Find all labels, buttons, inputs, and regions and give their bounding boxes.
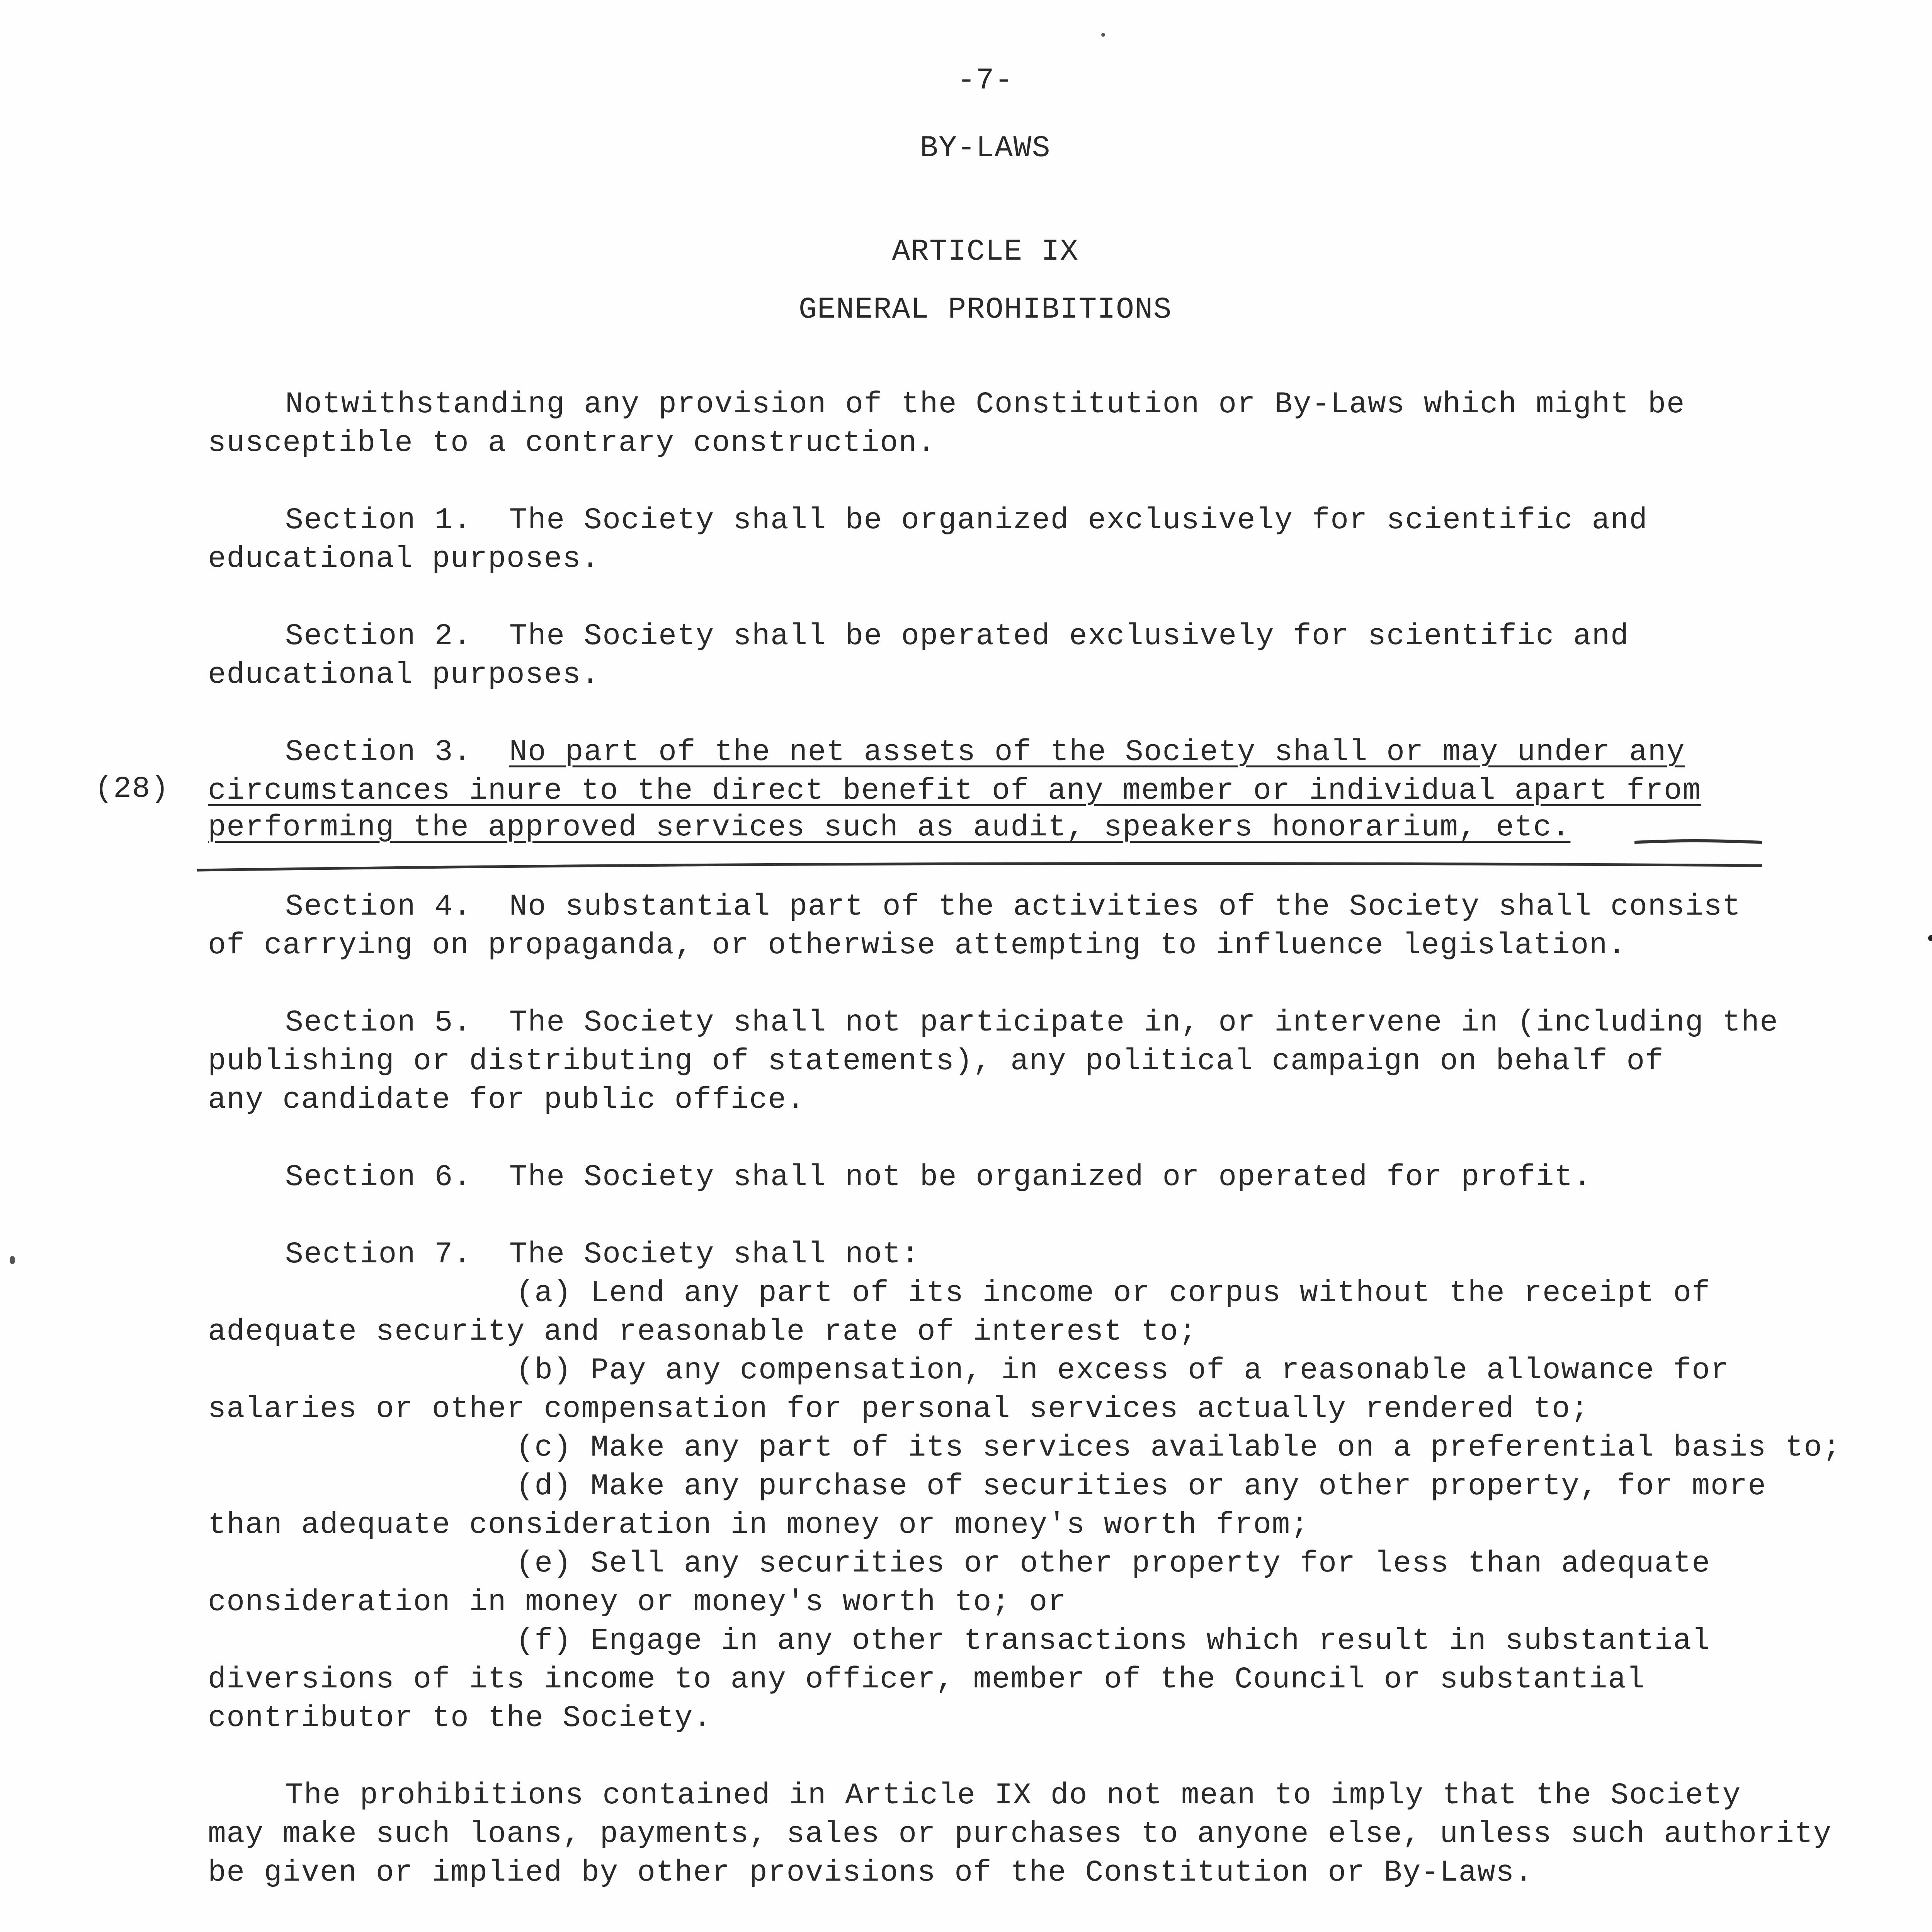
intro-line: Notwithstanding any provision of the Constitution or By-Laws which might be xyxy=(285,388,1685,422)
section-1-line: Section 1. The Society shall be organized exclusively for scientific and xyxy=(285,503,1648,537)
margin-note: (28) xyxy=(95,772,170,806)
scan-speck xyxy=(10,1256,15,1264)
section-7-item: (d) Make any purchase of securities or any other property, for more xyxy=(516,1469,1767,1503)
section-7-item: (b) Pay any compensation, in excess of a reasonable allowance for xyxy=(516,1354,1729,1388)
section-7-item: diversions of its income to any officer, member of the Council or substantial xyxy=(208,1663,1645,1697)
section-7-lead: Section 7. The Society shall not: xyxy=(285,1238,920,1272)
section-2-line: educational purposes. xyxy=(208,658,600,692)
section-7-item: (f) Engage in any other transactions which result in substantial xyxy=(516,1624,1711,1658)
section-4-line: Section 4. No substantial part of the activities of the Society shall consist xyxy=(285,890,1741,924)
section-2-line: Section 2. The Society shall be operated exclusively for scientific and xyxy=(285,619,1629,653)
section-5-line: any candidate for public office. xyxy=(208,1083,805,1117)
section-5-line: publishing or distributing of statements), any political campaign on behalf of xyxy=(208,1044,1664,1078)
section-3-label: Section 3. xyxy=(285,735,509,769)
section-7-item: (e) Sell any securities or other property for less than adequate xyxy=(516,1547,1711,1581)
handwritten-underline-strokes xyxy=(0,0,1932,927)
section-3-underlined-text: No part of the net assets of the Society shall or may under any xyxy=(509,735,1685,769)
closing-line: may make such loans, payments, sales or purchases to anyone else, unless such authority xyxy=(208,1817,1832,1851)
scan-speck xyxy=(1928,935,1932,941)
intro-line: susceptible to a contrary construction. xyxy=(208,426,936,460)
section-5-line: Section 5. The Society shall not participate in, or intervene in (including the xyxy=(285,1006,1779,1040)
section-3-line: performing the approved services such as audit, speakers honorarium, etc. xyxy=(208,811,1571,845)
section-7-item: (c) Make any part of its services available on a preferential basis to; xyxy=(516,1431,1841,1465)
closing-line: The prohibitions contained in Article IX do not mean to imply that the Society xyxy=(285,1779,1741,1813)
section-7-item: (a) Lend any part of its income or corpus without the receipt of xyxy=(516,1276,1711,1310)
closing-line: be given or implied by other provisions of the Constitution or By-Laws. xyxy=(208,1856,1533,1890)
article-ix-heading: ARTICLE IX xyxy=(892,235,1079,269)
page-number: -7- xyxy=(957,64,1014,98)
section-7-item: than adequate consideration in money or money's worth from; xyxy=(208,1508,1310,1542)
section-6-line: Section 6. The Society shall not be organized or operated for profit. xyxy=(285,1160,1592,1194)
section-7-item: contributor to the Society. xyxy=(208,1701,712,1735)
document-title: BY-LAWS xyxy=(920,131,1051,165)
section-4-line: of carrying on propaganda, or otherwise attempting to influence legislation. xyxy=(208,929,1627,963)
section-1-line: educational purposes. xyxy=(208,542,600,576)
section-7-item: adequate security and reasonable rate of interest to; xyxy=(208,1315,1197,1349)
section-7-item: consideration in money or money's worth to; or xyxy=(208,1585,1067,1619)
article-ix-title: GENERAL PROHIBITIONS xyxy=(798,293,1172,327)
section-3-line: circumstances inure to the direct benefit of any member or individual apart from xyxy=(208,774,1701,808)
section-7-item: salaries or other compensation for personal services actually rendered to; xyxy=(208,1392,1589,1426)
